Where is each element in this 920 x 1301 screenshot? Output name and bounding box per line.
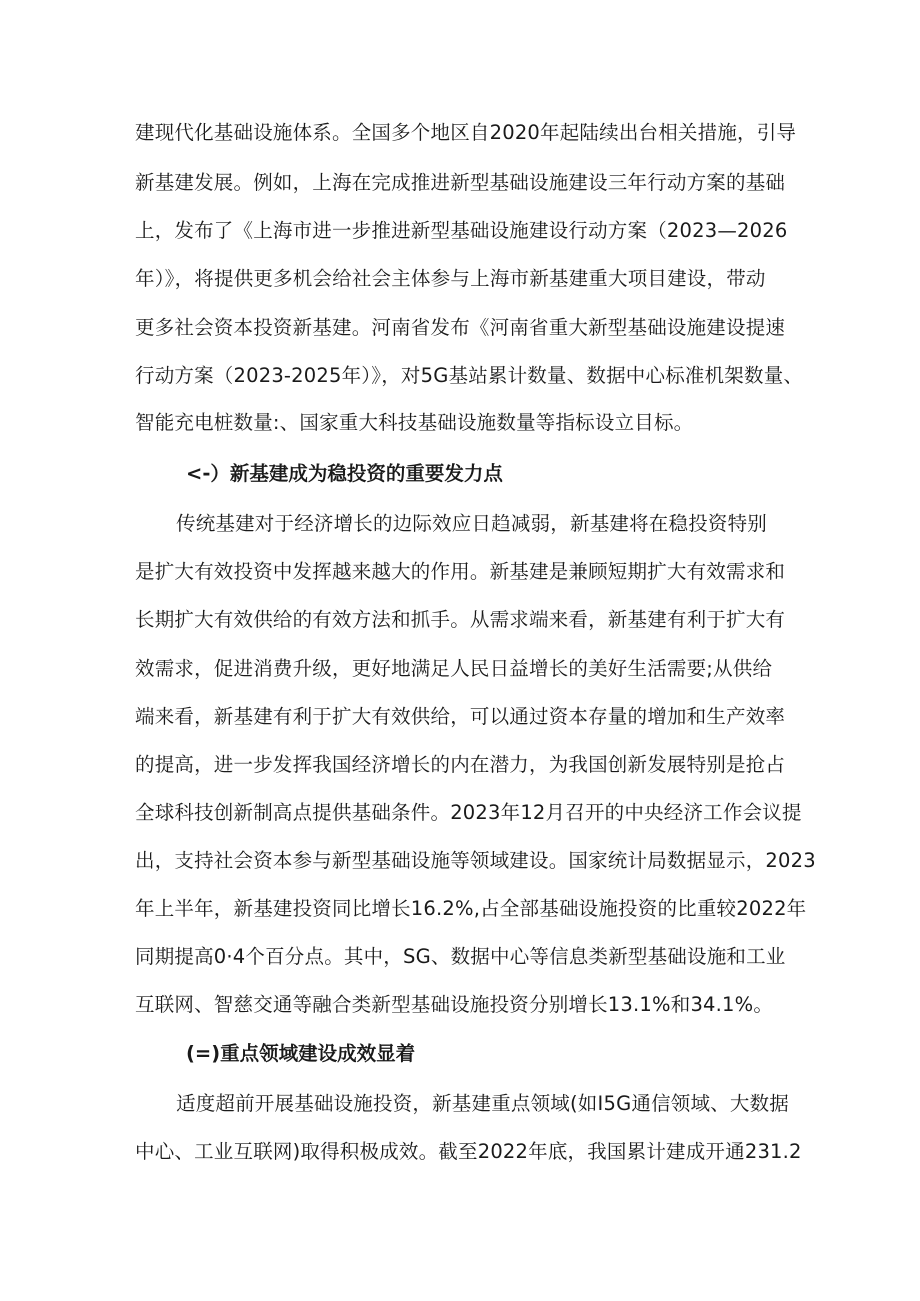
section-heading-investment: <-）新基建成为稳投资的重要发力点 (186, 462, 503, 485)
text-line: 年）》，将提供更多机会给社会主体参与上海市新基建重大项目建设，带动 (135, 267, 766, 290)
text-line: 更多社会资本投资新基建。河南省发布《河南省重大新型基础设施建设提速 (135, 316, 786, 339)
text-line: 互联网、智慈交通等融合类新型基础设施投资分别增长13.1%和34.1%。 (135, 993, 774, 1016)
text-line: 行动方案（2023-2025年）》，对5G基站累计数量、数据中心标准机架数量、 (135, 364, 804, 387)
text-line: 年上半年，新基建投资同比增长16.2%,占全部基础设施投资的比重较2022年 (135, 897, 807, 920)
text-line: 同期提高0·4个百分点。其中，SG、数据中心等信息类新型基础设施和工业 (135, 945, 786, 968)
text-line: 传统基建对于经济增长的边际效应日趋减弱，新基建将在稳投资特别 (176, 512, 768, 535)
section-heading-results: (=)重点领域建设成效显着 (186, 1042, 416, 1065)
text-line: 上，发布了《上海市进一步推进新型基础设施建设行动方案（2023—2026 (135, 219, 788, 242)
text-line: 新基建发展。例如，上海在完成推进新型基础设施建设三年行动方案的基础 (135, 171, 786, 194)
text-line: 效需求，促进消费升级，更好地满足人民日益增长的美好生活需要;从供给 (135, 657, 773, 680)
text-line: 智能充电桩数量:、国家重大科技基础设施数量等指标设立目标。 (135, 411, 694, 434)
text-line: 全球科技创新制高点提供基础条件。2023年12月召开的中央经济工作会议提 (135, 801, 802, 824)
text-line: 适度超前开展基础设施投资，新基建重点领域(如I5G通信领域、大数据 (176, 1092, 789, 1115)
text-line: 长期扩大有效供给的有效方法和抓手。从需求端来看，新基建有利于扩大有 (135, 608, 786, 631)
text-line: 端来看，新基建有利于扩大有效供给，可以通过资本存量的增加和生产效率 (135, 705, 786, 728)
text-line: 是扩大有效投资中发挥越来越大的作用。新基建是兼顾短期扩大有效需求和 (135, 560, 786, 583)
text-line: 中心、工业互联网)取得积极成效。截至2022年底，我国累计建成开通231.2 (135, 1140, 802, 1163)
text-line: 出，支持社会资本参与新型基础设施等领域建设。国家统计局数据显示，2023 (135, 849, 816, 872)
text-line: 建现代化基础设施体系。全国多个地区自2020年起陆续出台相关措施，引导 (135, 121, 797, 144)
text-line: 的提高，进一步发挥我国经济增长的内在潜力，为我国创新发展特别是抢占 (135, 753, 786, 776)
